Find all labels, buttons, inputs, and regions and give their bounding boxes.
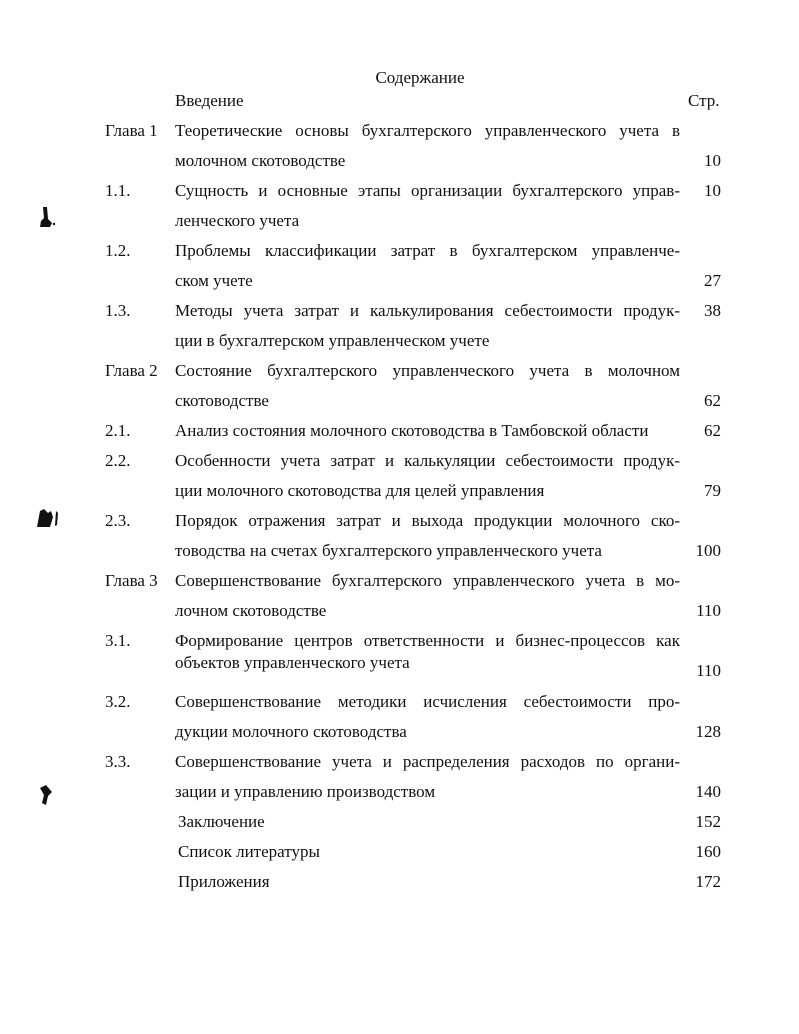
- entry-page: 110: [696, 661, 721, 680]
- entry-title-line-2: ции молочного скотоводства для целей управления: [175, 481, 545, 500]
- tail-entry-label: Список литературы: [178, 842, 320, 861]
- entry-number: 3.2.: [105, 692, 131, 711]
- entry-title-line-1: Особенности учета затрат и калькуляции себестоимости продук-: [175, 451, 680, 470]
- entry-number: 3.1.: [105, 631, 131, 650]
- entry-title-line-1: Проблемы классификации затрат в бухгалтерском управленче-: [175, 241, 680, 260]
- entry-title-line-2: ском учете: [175, 271, 253, 290]
- tail-entry-page: 152: [695, 812, 721, 831]
- entry-title-line-2: зации и управлению производством: [175, 782, 436, 801]
- entry-title-line-2: лочном скотоводстве: [175, 601, 327, 620]
- entry-title-line-1: Теоретические основы бухгалтерского управленческого учета в: [175, 121, 680, 140]
- toc-title: Содержание: [375, 68, 465, 87]
- binding-mark-icon: [36, 782, 58, 808]
- entry-title-line-2: объектов управленческого учета: [175, 653, 410, 672]
- entry-title-line-1: Порядок отражения затрат и выхода продукции молочного ско-: [175, 511, 680, 530]
- entry-number: Глава 3: [105, 571, 158, 590]
- entry-number: Глава 1: [105, 121, 158, 140]
- entry-page: 110: [696, 601, 721, 620]
- entry-title-line-1: Методы учета затрат и калькулирования себестоимости продук-: [175, 301, 680, 320]
- entry-number: 2.3.: [105, 511, 131, 530]
- entry-title-line-1: Сущность и основные этапы организации бухгалтерского управ-: [175, 181, 680, 200]
- tail-entry-page: 172: [695, 872, 721, 891]
- entry-number: 2.2.: [105, 451, 131, 470]
- entry-page: 10: [704, 151, 721, 170]
- entry-page: 62: [704, 421, 721, 440]
- entry-title-line-1: Совершенствование методики исчисления себестоимости про-: [175, 692, 680, 711]
- page-column-header: Стр.: [688, 91, 720, 110]
- entry-number: 1.3.: [105, 301, 131, 320]
- entry-page: 62: [704, 391, 721, 410]
- entry-title-line-1: Состояние бухгалтерского управленческого учета в молочном: [175, 361, 680, 380]
- entry-page: 10: [704, 181, 721, 200]
- binding-mark-icon: [34, 505, 62, 531]
- entry-title-line-1: Совершенствование учета и распределения расходов по органи-: [175, 752, 680, 771]
- entry-page: 27: [704, 271, 721, 290]
- tail-entry-label: Заключение: [178, 812, 265, 831]
- entry-title-line-1: Анализ состояния молочного скотоводства в Тамбовской области: [175, 421, 649, 440]
- entry-number: 1.1.: [105, 181, 131, 200]
- tail-entry-page: 160: [695, 842, 721, 861]
- entry-title-line-2: товодства на счетах бухгалтерского управленческого учета: [175, 541, 602, 560]
- entry-page: 100: [695, 541, 721, 560]
- entry-number: 1.2.: [105, 241, 131, 260]
- entry-page: 140: [695, 782, 721, 801]
- entry-title-line-2: дукции молочного скотоводства: [175, 722, 407, 741]
- entry-title-line-2: ленческого учета: [175, 211, 300, 230]
- entry-title-line-1: Формирование центров ответственности и бизнес-процессов как: [175, 631, 680, 650]
- entry-title-line-2: ции в бухгалтерском управленческом учете: [175, 331, 490, 350]
- entry-page: 38: [704, 301, 721, 320]
- entry-title-line-1: Совершенствование бухгалтерского управленческого учета в мо-: [175, 571, 680, 590]
- entry-number: 3.3.: [105, 752, 131, 771]
- tail-entry-label: Приложения: [178, 872, 270, 891]
- entry-number: 2.1.: [105, 421, 131, 440]
- entry-page: 128: [695, 722, 721, 741]
- toc-intro: Введение: [175, 91, 244, 110]
- entry-page: 79: [704, 481, 721, 500]
- entry-number: Глава 2: [105, 361, 158, 380]
- entry-title-line-2: скотоводстве: [175, 391, 269, 410]
- entry-title-line-2: молочном скотоводстве: [175, 151, 346, 170]
- binding-mark-icon: [34, 205, 60, 231]
